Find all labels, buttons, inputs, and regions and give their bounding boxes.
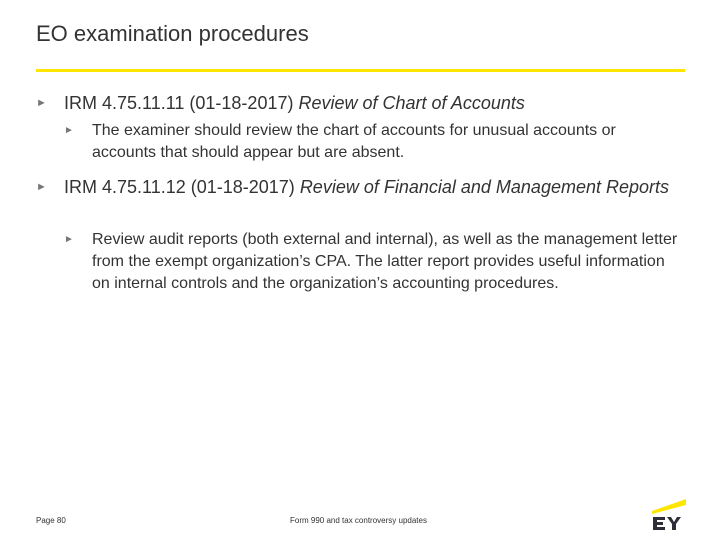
bullet-2-title: Review of Financial and Management Reports — [299, 177, 670, 197]
triangle-right-icon: ► — [64, 234, 74, 245]
title-divider — [36, 69, 685, 72]
bullet-2-ref: IRM 4.75.11.12 (01-18-2017) — [64, 177, 300, 197]
page-title: EO examination procedures — [36, 21, 309, 46]
triangle-right-icon: ► — [64, 125, 74, 136]
bullet-1-title: Review of Chart of Accounts — [298, 93, 525, 113]
sub-bullet-1 — [64, 120, 684, 166]
sub-bullet-1-text: The examiner should review the chart of accounts for unusual accounts or accounts that should appear but are absent. — [92, 122, 616, 161]
bullet-2 — [36, 175, 676, 225]
sub-bullet-2-text: Review audit reports (both external and internal), as well as the management letter from the exempt organization’s CPA. The latter report provides useful information on internal controls and the organization’s accounting procedures. — [92, 231, 678, 292]
triangle-right-icon: ► — [36, 181, 47, 193]
page-number: Page 80 — [36, 516, 66, 525]
footer-caption: Form 990 and tax controversy updates — [290, 516, 427, 525]
ey-logo-icon — [648, 495, 688, 531]
bullet-1 — [36, 91, 676, 117]
bullet-1-ref: IRM 4.75.11.11 (01-18-2017) — [64, 93, 299, 113]
sub-bullet-2 — [64, 229, 684, 319]
triangle-right-icon: ► — [36, 97, 47, 109]
